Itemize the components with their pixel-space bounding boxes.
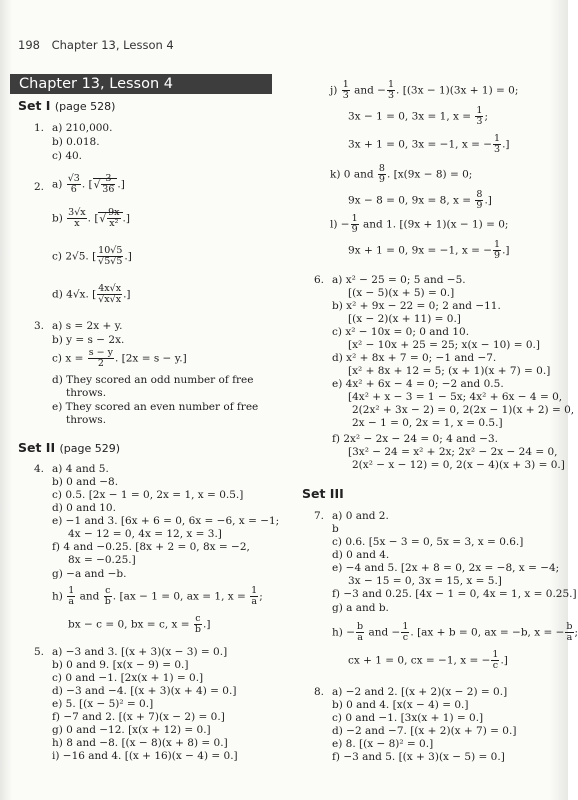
answer-4f-line2: 8x = −0.25.]	[68, 554, 136, 566]
problem-5-number: 5.	[34, 646, 45, 658]
answer-7e-line2: 3x − 15 = 0, 3x = 15, x = 5.]	[348, 575, 502, 587]
answer-6a-line2: [(x − 5)(x + 5) = 0.]	[348, 287, 455, 299]
answer-6a-line1: a) x² − 25 = 0; 5 and −5.	[332, 274, 466, 286]
answer-6f-line3: 2(x² − x − 12) = 0, 2(x − 4)(x + 3) = 0.]	[352, 459, 565, 471]
section-heading-set2: Set II (page 529)	[18, 440, 121, 455]
problem-8-number: 8.	[314, 686, 325, 698]
page-number: 198	[18, 38, 40, 52]
problem-4-number: 4.	[34, 463, 45, 475]
answer-6d-line1: d) x² + 8x + 7 = 0; −1 and −7.	[332, 352, 497, 364]
answer-1b: b) 0.018.	[52, 136, 100, 148]
answer-6f-line1: f) 2x² − 2x − 24 = 0; 4 and −3.	[332, 433, 498, 445]
answer-4c: c) 0.5. [2x − 1 = 0, 2x = 1, x = 0.5.]	[52, 489, 244, 501]
problem-3-number: 3.	[34, 320, 45, 332]
answer-7h-line2: cx + 1 = 0, cx = −1, x = − $\frac{1}{c}$ .]	[348, 649, 508, 671]
answer-5j-line1: j) $\frac{1}{3}$ and − $\frac{1}{3}$ . [(3x − 1)(3x + 1) = 0;	[330, 79, 519, 101]
problem-2-number: 2.	[34, 181, 45, 193]
answer-6b-line1: b) x² + 9x − 22 = 0; 2 and −11.	[332, 300, 501, 312]
answer-2c: c) 2√5. [ $\frac{10√5}{√5√5}$ .]	[52, 245, 132, 267]
answer-6f-line2: [3x² − 24 = x² + 2x; 2x² − 2x − 24 = 0,	[348, 446, 558, 458]
answer-4a: a) 4 and 5.	[52, 463, 109, 475]
running-title: Chapter 13, Lesson 4	[51, 38, 174, 52]
answer-3d-line1: d) They scored an odd number of free	[52, 374, 254, 386]
answer-7d: d) 0 and 4.	[332, 549, 390, 561]
answer-5g: g) 0 and −12. [x(x + 12) = 0.]	[52, 724, 211, 736]
answer-2b: b) $\frac{3√x}{x}$ . [√ $\frac{9x}{\text{x²}}$ .]	[52, 207, 130, 229]
answer-7c: c) 0.6. [5x − 3 = 0, 5x = 3, x = 0.6.]	[332, 536, 524, 548]
answer-4b: b) 0 and −8.	[52, 476, 119, 488]
answer-5k-line2: 9x − 8 = 0, 9x = 8, x = $\frac{8}{9}$ .]	[348, 189, 492, 211]
answer-1a: a) 210,000.	[52, 122, 113, 134]
answer-5f: f) −7 and 2. [(x + 7)(x − 2) = 0.]	[52, 711, 225, 723]
answer-5h: h) 8 and −8. [(x − 8)(x + 8) = 0.]	[52, 737, 228, 749]
running-header	[18, 38, 174, 52]
section-heading-set1: Set I (page 528)	[18, 98, 116, 113]
answer-5l-line2: 9x + 1 = 0, 9x = −1, x = − $\frac{1}{9}$ .]	[348, 239, 510, 261]
problem-1-number: 1.	[34, 122, 45, 134]
answer-3b: b) y = s − 2x.	[52, 334, 125, 346]
answer-5c: c) 0 and −1. [2x(x + 1) = 0.]	[52, 672, 204, 684]
answer-4h-line2: bx − c = 0, bx = c, x = $\frac{c}{b}$ .]	[68, 613, 211, 635]
answer-6e-line1: e) 4x² + 6x − 4 = 0; −2 and 0.5.	[332, 378, 504, 390]
answer-6e-line4: 2x − 1 = 0, 2x = 1, x = 0.5.]	[352, 417, 503, 429]
answer-7g: g) a and b.	[332, 602, 389, 614]
answer-5j-line2: 3x − 1 = 0, 3x = 1, x = $\frac{1}{3}$ ;	[348, 105, 489, 127]
answer-5j-line3: 3x + 1 = 0, 3x = −1, x = − $\frac{1}{3}$ .]	[348, 133, 510, 155]
answer-6d-line2: [x² + 8x + 12 = 5; (x + 1)(x + 7) = 0.]	[348, 365, 551, 377]
answer-7e-line1: e) −4 and 5. [2x + 8 = 0, 2x = −8, x = −4;	[332, 562, 560, 574]
answer-3c: c) x = $\frac{s - y}{2}$ . [2x = s − y.]	[52, 347, 187, 369]
answer-5b: b) 0 and 9. [x(x − 9) = 0.]	[52, 659, 189, 671]
answer-6e-line2: [4x² + x − 3 = 1 − 5x; 4x² + 6x − 4 = 0,	[348, 391, 563, 403]
answer-6b-line2: [(x − 2)(x + 11) = 0.]	[348, 313, 461, 325]
answer-7b: b	[332, 523, 339, 535]
answer-7a: a) 0 and 2.	[332, 510, 389, 522]
answer-3d-line2: throws.	[66, 387, 107, 399]
problem-7-number: 7.	[314, 510, 325, 522]
answer-6c-line1: c) x² − 10x = 0; 0 and 10.	[332, 326, 470, 338]
answer-4d: d) 0 and 10.	[52, 502, 116, 514]
answer-5e: e) 5. [(x − 5)² = 0.]	[52, 698, 154, 710]
answer-4e-line2: 4x − 12 = 0, 4x = 12, x = 3.]	[68, 528, 222, 540]
answer-8e: e) 8. [(x − 8)² = 0.]	[332, 738, 434, 750]
answer-8c: c) 0 and −1. [3x(x + 1) = 0.]	[332, 712, 484, 724]
answer-4f-line1: f) 4 and −0.25. [8x + 2 = 0, 8x = −2,	[52, 541, 250, 553]
answer-8f: f) −3 and 5. [(x + 3)(x − 5) = 0.]	[332, 751, 505, 763]
page-edge-shadow	[0, 0, 12, 800]
answer-5l-line1: l) − $\frac{1}{9}$ and 1. [(9x + 1)(x − 1) = 0;	[330, 213, 509, 235]
answer-4g: g) −a and −b.	[52, 568, 127, 580]
answer-7h-line1: h) − $\frac{b}{a}$ and − $\frac{1}{c}$ . [ax + b = 0, ax = −b, x = − $\frac{b}{a}$ ;	[332, 621, 578, 643]
answer-5k-line1: k) 0 and $\frac{8}{9}$ . [x(9x − 8) = 0;	[330, 163, 473, 185]
problem-6-number: 6.	[314, 274, 325, 286]
answer-3e-line2: throws.	[66, 414, 107, 426]
answer-5a: a) −3 and 3. [(x + 3)(x − 3) = 0.]	[52, 646, 228, 658]
answer-8b: b) 0 and 4. [x(x − 4) = 0.]	[332, 699, 469, 711]
answer-2a: a) $\frac{√3}{6}$ . [√ $\frac{3}{36}$ .]	[52, 173, 125, 195]
answer-7f: f) −3 and 0.25. [4x − 1 = 0, 4x = 1, x = 0.25.]	[332, 588, 577, 600]
answer-2d: d) 4√x. [ $\frac{4x√x}{√x√x}$ .]	[52, 283, 131, 305]
answer-5i: i) −16 and 4. [(x + 16)(x − 4) = 0.]	[52, 750, 238, 762]
answer-3a: a) s = 2x + y.	[52, 320, 123, 332]
section-heading-set3: Set III	[302, 486, 344, 501]
chapter-banner: Chapter 13, Lesson 4	[10, 74, 272, 94]
answer-1c: c) 40.	[52, 150, 83, 162]
answer-3e-line1: e) They scored an even number of free	[52, 401, 259, 413]
answer-5d: d) −3 and −4. [(x + 3)(x + 4) = 0.]	[52, 685, 237, 697]
answer-6c-line2: [x² − 10x + 25 = 25; x(x − 10) = 0.]	[348, 339, 540, 351]
answer-6e-line3: 2(2x² + 3x − 2) = 0, 2(2x − 1)(x + 2) = 0,	[352, 404, 575, 416]
answer-8d: d) −2 and −7. [(x + 2)(x + 7) = 0.]	[332, 725, 517, 737]
answer-4h-line1: h) $\frac{1}{a}$ and $\frac{c}{b}$ . [ax − 1 = 0, ax = 1, x = $\frac{1}{a}$ ;	[52, 585, 263, 607]
answer-8a: a) −2 and 2. [(x + 2)(x − 2) = 0.]	[332, 686, 508, 698]
answer-4e-line1: e) −1 and 3. [6x + 6 = 0, 6x = −6, x = −1;	[52, 515, 280, 527]
